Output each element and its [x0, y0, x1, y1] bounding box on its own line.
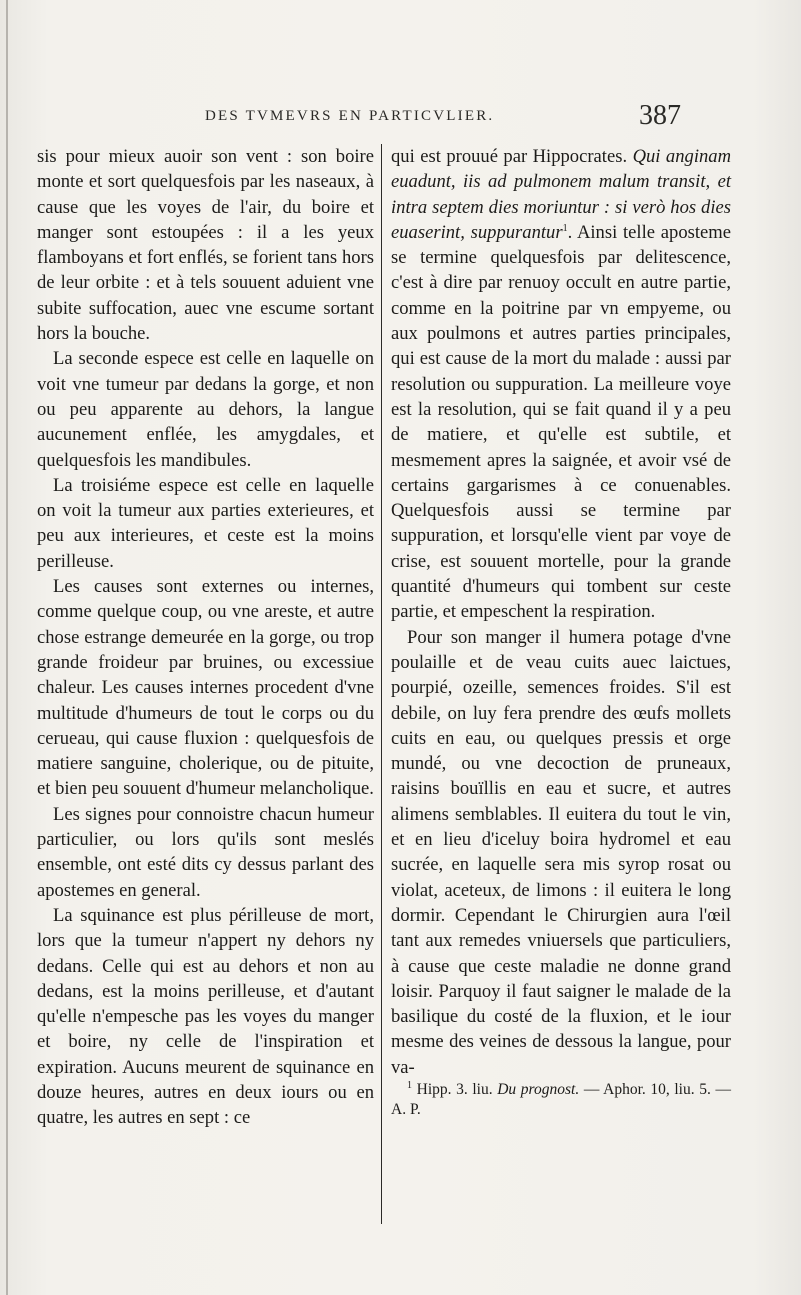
binding-edge	[6, 0, 8, 1295]
footnote	[391, 1080, 731, 1120]
paragraph-text: . Ainsi telle aposteme se termine quelquesfois par delitescence, c'est à dire par renuoy occult en autre partie, comme en la poitrine par vn empyeme, ou aux poulmons et autres parties principales, qui est cause de la mort du malade : aussi par resolution ou suppuration. La meilleure voye est la resolution, qui se fait quand il y a peu de matiere, et qu'elle est subtile, et mesmement apres la saignée, et avoir vsé de certains gargarismes à ce conuenables. Quelquesfois aussi se termine par suppuration, et lorsqu'elle vient par voye de crise, est souuent mortelle, pour la grande quantité d'humeurs qui tombent sur ceste partie, et empeschent la respiration.	[391, 221, 731, 623]
latin-quotation: Qui anginam euadunt, iis ad pulmonem malum transit, et intra septem dies moriuntur : si verò hos dies euaserint, suppurantur	[391, 146, 732, 243]
footnote-number: 1	[407, 1079, 412, 1091]
footnote-ref: 1	[562, 222, 568, 234]
running-title: DES TVMEVRS EN PARTICVLIER.	[205, 108, 495, 124]
footnote-work-title: Du prognost.	[497, 1080, 580, 1098]
paragraph: sis pour mieux auoir son vent : son boire monte et sort quelquesfois par les naseaux, à cause que les voyes de l'air, du boire et manger sont estoupées : il a les yeux flamboyans et fort enflés, se forient tans hors de leur orbite : et à tels souuent aduient vne subite suffocation, auec vne escume sortant hors la bouche.	[37, 146, 374, 345]
page-number: 387	[639, 100, 681, 131]
paragraph: La troisiéme espece est celle en laquelle on voit la tumeur aux parties exterieures, et peu aux interieures, et ceste est la moins perilleuse.	[37, 474, 374, 572]
column-rule	[381, 144, 382, 1224]
page-header	[205, 100, 685, 140]
paragraph: Les signes pour connoistre chacun humeur particulier, ou lors qu'ils sont meslés ensemble, ont esté dits cy dessus parlant des apostemes en general.	[37, 803, 374, 901]
left-column	[37, 144, 374, 1131]
right-column	[391, 144, 731, 1120]
paragraph: Pour son manger il humera potage d'vne poulaille et de veau cuits auec laictues, pourpié, ozeille, semences froides. S'il est debile, on luy fera prendre des œufs mollets cuits en eau, ou quelques pressis et orge mundé, ou vne decoction de pruneaux, raisins bouïllis en eau et sucre, et autres alimens semblables. Il euitera du tout le vin, et en lieu d'iceluy boira hydromel et eau sucrée, en laquelle sera mis syrop rosat ou violat, aceteux, de limons : il euitera le long dormir. Cependant le Chirurgien aura l'œil tant aux remedes vniuersels que particuliers, à cause que ceste maladie ne donne grand loisir. Parquoy il faut saigner le malade de la basilique du costé de la fluxion, et le iour mesme des veines de dessous la langue, pour va-	[391, 626, 731, 1078]
paragraph-text: qui est prouué par Hippocrates.	[391, 146, 633, 167]
paragraph: La seconde espece est celle en laquelle on voit vne tumeur par dedans la gorge, et non ou peu apparente au dehors, la langue aucunement enflée, les amygdales, et quelquesfois les mandibules.	[37, 348, 374, 471]
footnote-text: Hipp. 3. liu.	[412, 1080, 498, 1098]
paragraph: Les causes sont externes ou internes, comme quelque coup, ou vne areste, et autre chose estrange demeurée en la gorge, ou trop grande froideur par bruines, ou excessiue chaleur. Les causes internes procedent d'vne multitude d'humeurs de tout le corps ou du cerueau, qui cause fluxion : quelquesfois de matiere sanguine, cholerique, ou de pituite, et bien peu souuent d'humeur melancholique.	[37, 576, 374, 800]
footnote-text: — Aphor. 10, liu. 5. — A. P.	[391, 1080, 731, 1118]
paragraph	[391, 144, 731, 625]
paragraph: La squinance est plus périlleuse de mort, lors que la tumeur n'appert ny dehors ny dedans. Celle qui est au dehors et non au dedans, est la moins perilleuse, et d'autant qu'elle n'empesche pas les voyes du manger et boire, ny celle de l'inspiration et expiration. Aucuns meurent de squinance en douze heures, autres en deux iours ou en quatre, les autres en sept : ce	[37, 904, 374, 1129]
